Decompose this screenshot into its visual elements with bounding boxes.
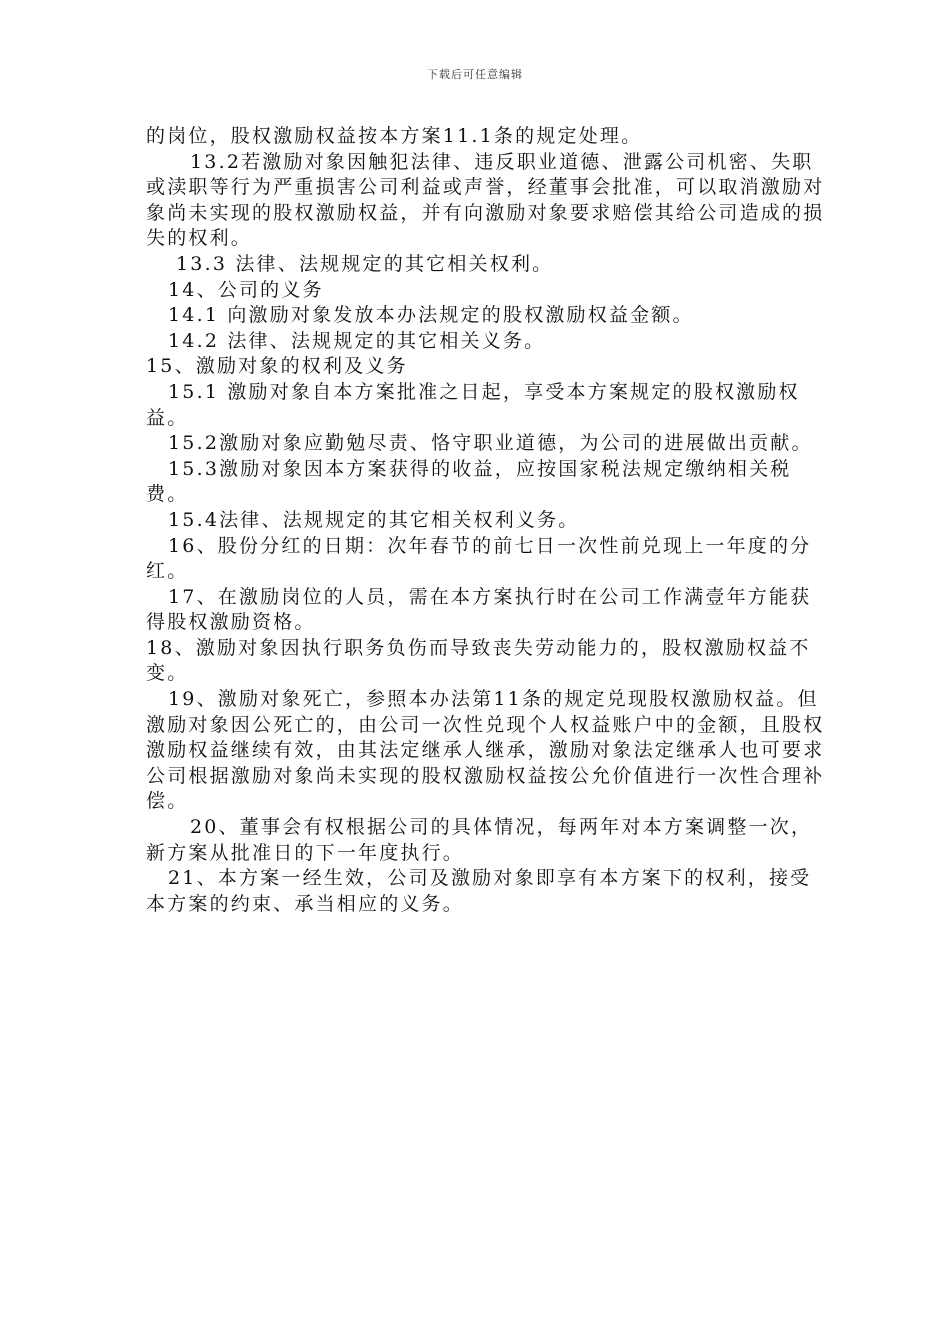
paragraph-13-3: 13.3 法律、法规规定的其它相关权利。	[176, 252, 554, 275]
page-header-watermark: 下载后可任意编辑	[427, 68, 523, 81]
paragraph-17: 17、在激励岗位的人员，需在本方案执行时在公司工作满壹年方能获得股权激励资格。	[146, 585, 812, 634]
paragraph-15-4: 15.4法律、法规规定的其它相关权利义务。	[168, 508, 580, 531]
paragraph-15-2: 15.2激励对象应勤勉尽责、恪守职业道德，为公司的进展做出贡献。	[168, 432, 813, 455]
paragraph-11-1-reference: 的岗位，股权激励权益按本方案11.1条的规定处理。	[146, 125, 643, 147]
document-body	[146, 124, 826, 917]
heading-14-company-obligations: 14、公司的义务	[168, 278, 324, 301]
paragraph-21: 21、本方案一经生效，公司及激励对象即享有本方案下的权利，接受本方案的约束、承当相应的义务。	[146, 867, 812, 915]
paragraph-20: 20、董事会有权根据公司的具体情况，每两年对本方案调整一次，新方案从批准日的下一年度执行。	[146, 816, 813, 864]
paragraph-16: 16、股份分红的日期：次年春节的前七日一次性前兑现上一年度的分红。	[146, 534, 812, 583]
paragraph-15-1: 15.1 激励对象自本方案批准之日起，享受本方案规定的股权激励权益。	[146, 380, 800, 429]
heading-15-rights-and-obligations: 15、激励对象的权利及义务	[146, 355, 408, 378]
paragraph-15-3: 15.3激励对象因本方案获得的收益，应按国家税法规定缴纳相关税费。	[146, 457, 792, 506]
paragraph-13-2: 13.2若激励对象因触犯法律、违反职业道德、泄露公司机密、失职或渎职等行为严重损害公司利益或声誉，经董事会批准，可以取消激励对象尚未实现的股权激励权益，并有向激励对象要求赔偿其给公司造成的损失的权利。	[146, 150, 825, 250]
paragraph-19: 19、激励对象死亡，参照本办法第11条的规定兑现股权激励权益。但激励对象因公死亡的，由公司一次性兑现个人权益账户中的金额，且股权激励权益继续有效，由其法定继承人继承，激励对象法定继承人也可要求公司根据激励对象尚未实现的股权激励权益按公允价值进行一次性合理补偿。	[146, 688, 825, 813]
paragraph-18: 18、激励对象因执行职务负伤而导致丧失劳动能力的，股权激励权益不变。	[146, 636, 811, 685]
paragraph-14-1: 14.1 向激励对象发放本办法规定的股权激励权益金额。	[168, 304, 694, 327]
paragraph-14-2: 14.2 法律、法规规定的其它相关义务。	[168, 329, 546, 352]
